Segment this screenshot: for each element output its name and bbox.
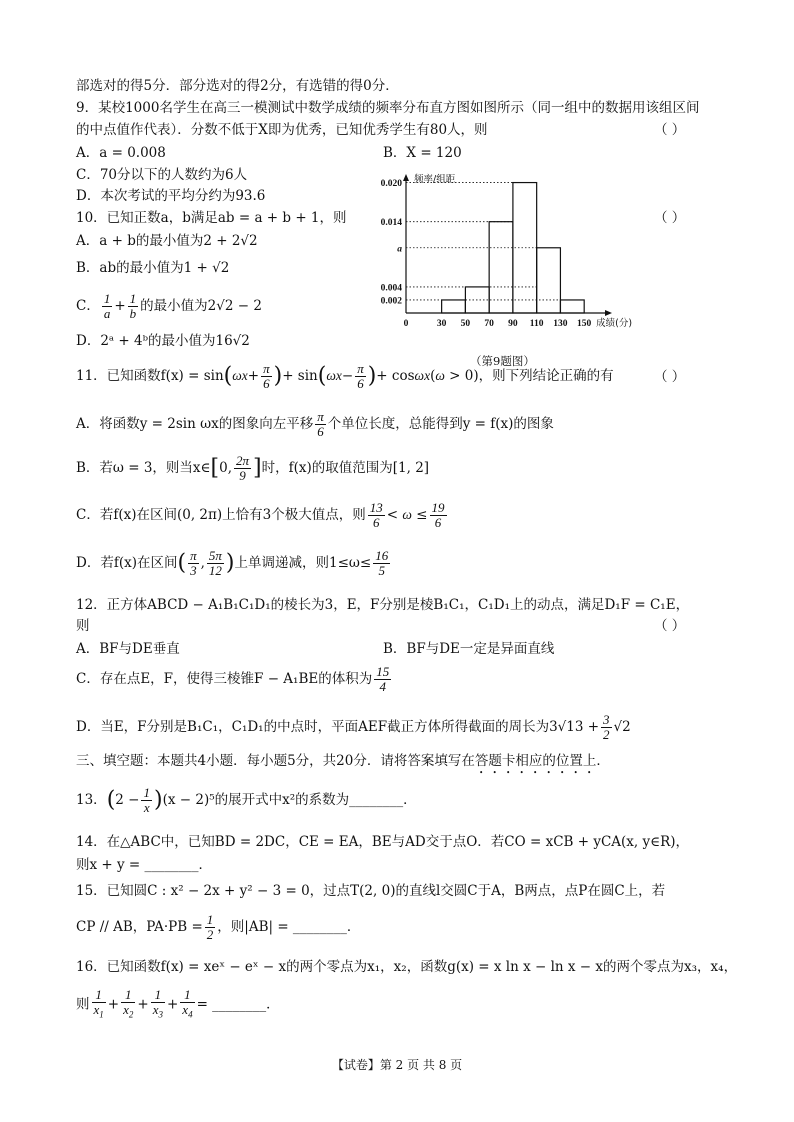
q11-stem-suffix: ，则下列结论正确的有 [478,368,614,384]
fraction-16-over-5: $\frac{16}{5}$ [375,548,389,578]
y-axis-arrow [403,174,409,181]
q12-stem-1: 12．正方体ABCD − A₁B₁C₁D₁的棱长为3，E，F分别是棱B₁C₁，C₁D₁上的动点，满足D₁F = C₁E， [76,597,690,613]
fraction-19-over-6: $\frac{19}{6}$ [431,500,445,530]
q16-line-2-suffix: = ________． [196,996,280,1013]
q11-answer-paren: （ ） [654,369,686,385]
fraction-1-over-x4: $\frac{1}{x_4}$ [182,987,193,1020]
fraction-15-over-4: $\frac{15}{4}$ [376,664,390,694]
q10-option-c-tail: 的最小值为2√2 − 2 [140,298,262,314]
fraction-13-over-6: $\frac{13}{6}$ [369,500,383,530]
q11-stem-prefix: 11．已知函数f(x) = sin [76,368,224,384]
q9-stem-1: 9．某校1000名学生在高三一模测试中数学成绩的频率分布直方图如图所示（同一组中的数据用该组区间 [76,100,700,116]
q11-option-a-suffix: 个单位长度，总能得到y = f(x)的图象 [327,416,554,432]
fraction-1-over-2: $\frac{1}{2}$ [206,912,214,942]
fraction-pi-over-6: $\frac{\pi}{6}$ [357,361,364,391]
q15-line-2-suffix: ，则|AB| = ________． [217,919,361,935]
q15-line-2-prefix: CP // AB，PA·PB = [76,919,203,935]
q10-option-b: B．ab的最小值为1 + √2 [76,260,230,276]
q12-stem-2: 则 [76,618,90,634]
q16-line-2-prefix: 则 [76,996,90,1013]
q11-option-a [76,410,554,439]
q10-option-c: C． $\frac{1}{a}$ + $\frac{1}{b}$ 的最小值为2√2 − 2 [76,291,262,321]
q10-answer-paren: （ ） [654,210,686,226]
y-axis-label: 频率/组距 [414,174,456,185]
x-tick-label: 70 [484,319,494,329]
x-tick-label: 30 [436,319,447,329]
q11-option-d-prefix: D．若f(x)在区间 [76,555,178,571]
q9-option-d: D．本次考试的平均分约为93.6 [76,188,266,204]
q12-option-c-prefix: C．存在点E，F，使得三棱锥F − A₁BE的体积为 [76,671,373,687]
q15-line-1: 15．已知圆C : x² − 2x + y² − 3 = 0，过点T(2, 0)的直线l交圆C于A，B两点，点P在圆C上，若 [76,883,666,899]
fraction-pi-over-3: $\frac{\pi}{3}$ [190,548,197,578]
fraction-1-over-b: $\frac{1}{b}$ [129,291,137,321]
q16-line-2: 则 $\frac{1}{x_1}$ + $\frac{1}{x_2}$ + $\frac{1}{x_3}$ + $\frac{1}{x_4}$ = ________． [76,987,280,1020]
q12-option-c [76,664,393,694]
x-tick-label: 110 [529,319,544,329]
q12-answer-paren: （ ） [654,618,686,634]
histogram-bar [537,248,561,313]
q11-option-b-prefix: B．若ω = 3，则当x∈ [76,460,211,476]
q16-line-1: 16．已知函数f(x) = xeˣ − eˣ − x的两个零点为x₁，x₂，函数g(x) = x ln x − ln x − x的两个零点为x₃，x₄， [76,959,738,975]
fraction-3-over-2: $\frac{3}{2}$ [603,712,610,742]
y-tick-label: 0.004 [380,283,402,294]
fraction-1-over-x1: $\frac{1}{x_1}$ [93,987,104,1020]
q12-option-b: B．BF与DE一定是异面直线 [383,641,555,657]
histogram-bar [489,222,513,313]
origin-label: 0 [403,319,409,329]
q15-line-2 [76,912,360,942]
fraction-pi-over-6: $\frac{\pi}{6}$ [317,409,324,439]
q10-option-c-label: C． [76,298,100,314]
q14-line-2: 则x + y = ________． [76,857,213,873]
intro-line: 部选对的得5分．部分选对的得2分，有选错的得0分． [76,78,399,94]
q9-figure-caption: （第9题图） [470,354,535,368]
x-tick-label: 130 [553,319,568,329]
section3-heading-emphasis: 答题卡相应的位置上 [474,753,597,769]
q11-option-b: B．若ω = 3，则当x∈[0, $\frac{2\pi}{9}$ ]时，f(x)的取值范围为[1, 2] [76,453,430,483]
q11-option-c: C．若f(x)在区间(0, 2π)上恰有3个极大值点，则 $\frac{13}{6}$ < ω ≤ $\frac{19}{6}$ [76,500,445,530]
q11-option-c-prefix: C．若f(x)在区间(0, 2π)上恰有3个极大值点，则 [76,507,366,523]
x-axis-arrow [605,310,612,316]
q11-stem: 11．已知函数f(x) = sin(ωx+ $\frac{\pi}{6}$ )+ sin(ωx− $\frac{\pi}{6}$ )+ cosωx(ω > 0)，则下列结论正确的有 [76,361,614,391]
section3-heading-suffix: ． [596,753,610,769]
fraction-1-over-x3: $\frac{1}{x_3}$ [152,987,163,1020]
q12-option-a: A．BF与DE垂直 [76,641,180,657]
q13-suffix: (x − 2)⁵的展开式中x²的系数为________． [162,792,417,808]
fraction-2pi-over-9: $\frac{2\pi}{9}$ [236,453,250,483]
q9-option-c: C．70分以下的人数约为6人 [76,167,248,183]
q9-option-a: A．a = 0.008 [76,145,166,161]
section3-heading-prefix: 三、填空题：本题共4小题．每小题5分，共20分．请将答案填写在 [76,753,475,769]
y-tick-label: 0.020 [380,179,402,190]
fraction-1-over-a: $\frac{1}{a}$ [103,291,111,321]
q9-option-b: B．X = 120 [383,145,462,161]
q12-option-d: D．当E，F分别是B₁C₁，C₁D₁的中点时，平面AEF截正方体所得截面的周长为3√13 + $\frac{3}{2}$ √2 [76,712,631,742]
x-axis-label: 成绩(分) [596,318,633,329]
y-tick-label: 0.014 [380,218,402,229]
q9-stem-2: 的中点值作代表）．分数不低于X即为优秀，已知优秀学生有80人，则 [76,122,488,138]
q13: 13．(2 − $\frac{1}{x}$ )(x − 2)⁵的展开式中x²的系数为________． [76,785,417,815]
q10-stem: 10．已知正数a，b满足ab = a + b + 1，则 [76,210,347,226]
section3-heading [76,752,610,777]
y-tick-label: 0.002 [380,296,402,307]
q11-option-d: D．若f(x)在区间( $\frac{\pi}{3}$ , $\frac{5\pi}{12}$ )上单调递减，则1≤ω≤ $\frac{16}{5}$ [76,548,389,578]
fraction-5pi-over-12: $\frac{5\pi}{12}$ [208,548,222,578]
q13-prefix: 13． [76,792,107,808]
frequency-histogram [366,172,633,350]
q14-line-1: 14．在△ABC中，已知BD = 2DC，CE = EA，BE与AD交于点O．若CO = xCB + yCA(x, y∈R)， [76,834,690,850]
x-tick-label: 50 [460,319,471,329]
q10-option-d: D．2ᵃ + 4ᵇ的最小值为16√2 [76,333,250,349]
fraction-1-over-x2: $\frac{1}{x_2}$ [123,987,134,1020]
q12-option-d-text: D．当E，F分别是B₁C₁，C₁D₁的中点时，平面AEF截正方体所得截面的周长为3√13 + [76,719,600,735]
q10-option-a: A．a + b的最小值为2 + 2√2 [76,233,258,249]
x-tick-label: 150 [577,319,592,329]
q11-option-d-mid: 上单调递减，则1≤ω≤ [234,555,372,571]
q11-option-a-prefix: A．将函数y = 2sin ωx的图象向左平移 [76,416,314,432]
histogram-bar [442,300,466,313]
histogram-bar [560,300,584,313]
q11-option-b-suffix: 时，f(x)的取值范围为[1, 2] [261,460,430,476]
q9-answer-paren: （ ） [654,122,686,138]
page-footer: 【试卷】第 2 页 共 8 页 [331,1058,463,1072]
fraction-1-over-x: $\frac{1}{x}$ [143,785,150,815]
y-tick-label: a [397,244,402,255]
x-tick-label: 90 [508,319,518,329]
fraction-pi-over-6: $\frac{\pi}{6}$ [263,361,270,391]
